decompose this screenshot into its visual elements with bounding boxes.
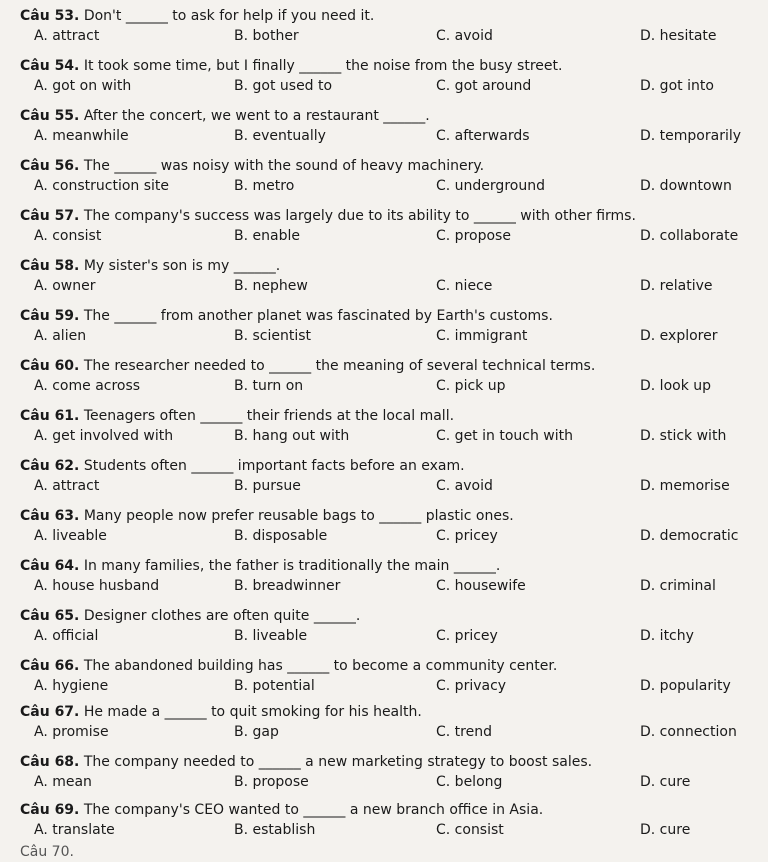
question-69 <box>20 800 760 840</box>
question-number: Câu 56. <box>20 158 80 174</box>
question-number: Câu 66. <box>20 658 80 674</box>
option-a: A. promise <box>34 724 109 740</box>
question-number: Câu 67. <box>20 704 80 720</box>
option-b: B. potential <box>234 678 315 694</box>
cutoff-question-number: Câu 70. <box>20 844 74 860</box>
question-text: The ______ was noisy with the sound of heavy machinery. <box>83 158 485 174</box>
question-stem <box>20 752 760 772</box>
question-text: The company needed to ______ a new marketing strategy to boost sales. <box>83 754 593 770</box>
question-text: He made a ______ to quit smoking for his health. <box>83 704 422 720</box>
question-text: The researcher needed to ______ the meaning of several technical terms. <box>83 358 596 374</box>
option-d: D. explorer <box>640 328 718 344</box>
options-row <box>20 772 760 792</box>
option-c: C. pricey <box>436 628 498 644</box>
option-d: D. got into <box>640 78 714 94</box>
option-a: A. translate <box>34 822 115 838</box>
option-d: D. criminal <box>640 578 716 594</box>
question-stem <box>20 406 760 426</box>
question-text: Students often ______ important facts before an exam. <box>83 458 465 474</box>
options-row <box>20 176 760 196</box>
question-stem <box>20 702 760 722</box>
option-b: B. disposable <box>234 528 328 544</box>
question-57 <box>20 206 760 246</box>
option-d: D. cure <box>640 774 691 790</box>
option-c: C. pick up <box>436 378 506 394</box>
question-text: The company's success was largely due to its ability to ______ with other firms. <box>83 208 636 224</box>
question-text: The abandoned building has ______ to become a community center. <box>83 658 558 674</box>
question-text: Many people now prefer reusable bags to ______ plastic ones. <box>83 508 514 524</box>
option-c: C. housewife <box>436 578 526 594</box>
question-text: It took some time, but I finally ______ the noise from the busy street. <box>83 58 563 74</box>
options-row <box>20 76 760 96</box>
question-stem <box>20 206 760 226</box>
question-number: Câu 57. <box>20 208 80 224</box>
question-63 <box>20 506 760 546</box>
option-b: B. breadwinner <box>234 578 341 594</box>
option-c: C. propose <box>436 228 511 244</box>
question-stem <box>20 306 760 326</box>
option-d: D. popularity <box>640 678 731 694</box>
option-d: D. stick with <box>640 428 727 444</box>
option-a: A. mean <box>34 774 92 790</box>
option-d: D. downtown <box>640 178 732 194</box>
question-stem <box>20 56 760 76</box>
question-62 <box>20 456 760 496</box>
question-66 <box>20 656 760 696</box>
option-c: C. underground <box>436 178 545 194</box>
option-d: D. look up <box>640 378 712 394</box>
question-number: Câu 55. <box>20 108 80 124</box>
question-60 <box>20 356 760 396</box>
options-row <box>20 426 760 446</box>
option-a: A. attract <box>34 28 100 44</box>
option-d: D. relative <box>640 278 713 294</box>
option-c: C. trend <box>436 724 492 740</box>
question-text: Don't ______ to ask for help if you need it. <box>83 8 375 24</box>
options-row <box>20 722 760 742</box>
question-number: Câu 65. <box>20 608 80 624</box>
question-61 <box>20 406 760 446</box>
option-c: C. immigrant <box>436 328 528 344</box>
option-d: D. hesitate <box>640 28 717 44</box>
option-b: B. bother <box>234 28 299 44</box>
option-b: B. eventually <box>234 128 326 144</box>
question-stem <box>20 6 760 26</box>
question-number: Câu 58. <box>20 258 80 274</box>
option-b: B. got used to <box>234 78 333 94</box>
question-stem <box>20 606 760 626</box>
question-68 <box>20 752 760 792</box>
option-a: A. liveable <box>34 528 107 544</box>
options-row <box>20 226 760 246</box>
option-b: B. enable <box>234 228 300 244</box>
options-row <box>20 326 760 346</box>
option-a: A. construction site <box>34 178 170 194</box>
options-row <box>20 626 760 646</box>
question-54 <box>20 56 760 96</box>
question-text: The company's CEO wanted to ______ a new branch office in Asia. <box>83 802 544 818</box>
option-b: B. turn on <box>234 378 304 394</box>
question-stem <box>20 256 760 276</box>
question-text: In many families, the father is traditionally the main ______. <box>83 558 501 574</box>
option-d: D. collaborate <box>640 228 739 244</box>
question-text: Designer clothes are often quite ______. <box>83 608 361 624</box>
option-a: A. attract <box>34 478 100 494</box>
question-56 <box>20 156 760 196</box>
option-b: B. liveable <box>234 628 308 644</box>
option-c: C. got around <box>436 78 532 94</box>
option-a: A. got on with <box>34 78 132 94</box>
option-c: C. consist <box>436 822 504 838</box>
options-row <box>20 526 760 546</box>
option-c: C. privacy <box>436 678 507 694</box>
question-number: Câu 69. <box>20 802 80 818</box>
question-text: After the concert, we went to a restaurant ______. <box>83 108 430 124</box>
option-a: A. official <box>34 628 99 644</box>
question-stem <box>20 456 760 476</box>
option-a: A. hygiene <box>34 678 109 694</box>
option-d: D. cure <box>640 822 691 838</box>
option-d: D. memorise <box>640 478 730 494</box>
option-a: A. come across <box>34 378 141 394</box>
option-a: A. meanwhile <box>34 128 129 144</box>
option-c: C. pricey <box>436 528 498 544</box>
question-number: Câu 61. <box>20 408 80 424</box>
question-stem <box>20 356 760 376</box>
option-b: B. hang out with <box>234 428 350 444</box>
option-b: B. nephew <box>234 278 308 294</box>
question-number: Câu 54. <box>20 58 80 74</box>
option-a: A. get involved with <box>34 428 174 444</box>
question-number: Câu 60. <box>20 358 80 374</box>
options-row <box>20 26 760 46</box>
question-64 <box>20 556 760 596</box>
options-row <box>20 376 760 396</box>
question-stem <box>20 656 760 676</box>
option-b: B. propose <box>234 774 309 790</box>
question-67 <box>20 702 760 742</box>
question-text: Teenagers often ______ their friends at the local mall. <box>83 408 455 424</box>
option-a: A. owner <box>34 278 96 294</box>
option-b: B. pursue <box>234 478 301 494</box>
option-a: A. house husband <box>34 578 160 594</box>
option-b: B. gap <box>234 724 279 740</box>
options-row <box>20 576 760 596</box>
option-d: D. temporarily <box>640 128 742 144</box>
options-row <box>20 676 760 696</box>
question-65 <box>20 606 760 646</box>
question-stem <box>20 106 760 126</box>
options-row <box>20 820 760 840</box>
question-text: My sister's son is my ______. <box>83 258 281 274</box>
question-text: The ______ from another planet was fascinated by Earth's customs. <box>83 308 553 324</box>
question-stem <box>20 156 760 176</box>
question-59 <box>20 306 760 346</box>
option-b: B. metro <box>234 178 295 194</box>
option-c: C. avoid <box>436 28 493 44</box>
option-d: D. democratic <box>640 528 739 544</box>
option-d: D. itchy <box>640 628 694 644</box>
option-c: C. belong <box>436 774 503 790</box>
question-number: Câu 53. <box>20 8 80 24</box>
option-b: B. scientist <box>234 328 312 344</box>
option-b: B. establish <box>234 822 316 838</box>
question-55 <box>20 106 760 146</box>
question-number: Câu 64. <box>20 558 80 574</box>
question-stem <box>20 506 760 526</box>
option-d: D. connection <box>640 724 737 740</box>
options-row <box>20 276 760 296</box>
question-number: Câu 68. <box>20 754 80 770</box>
question-58 <box>20 256 760 296</box>
option-c: C. niece <box>436 278 493 294</box>
option-a: A. consist <box>34 228 102 244</box>
question-53 <box>20 6 760 46</box>
option-a: A. alien <box>34 328 87 344</box>
option-c: C. avoid <box>436 478 493 494</box>
question-number: Câu 62. <box>20 458 80 474</box>
options-row <box>20 126 760 146</box>
option-c: C. afterwards <box>436 128 530 144</box>
question-number: Câu 59. <box>20 308 80 324</box>
option-c: C. get in touch with <box>436 428 573 444</box>
question-stem <box>20 556 760 576</box>
question-number: Câu 63. <box>20 508 80 524</box>
options-row <box>20 476 760 496</box>
question-stem <box>20 800 760 820</box>
